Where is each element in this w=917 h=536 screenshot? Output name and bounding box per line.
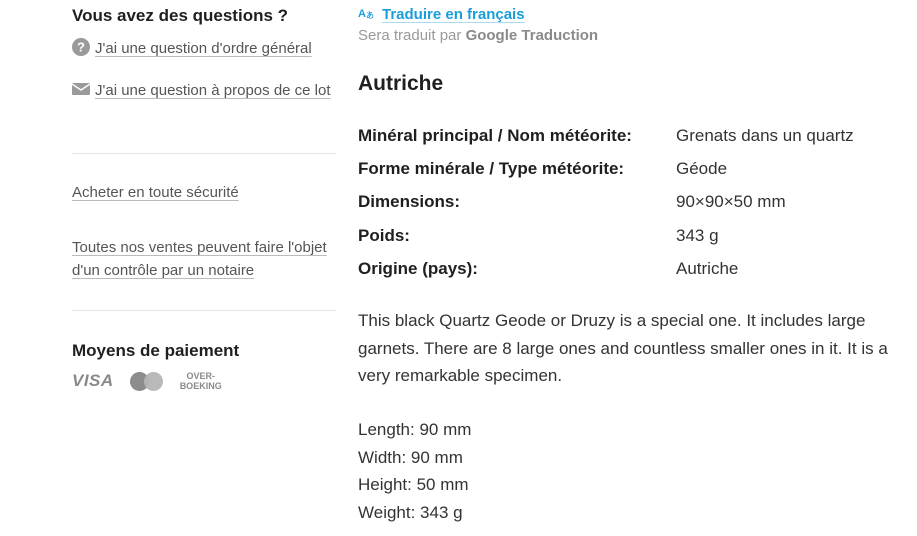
measurement-line: Width: 90 mm xyxy=(358,448,463,467)
spec-key: Dimensions: xyxy=(358,192,461,211)
google-translate-note xyxy=(358,27,598,44)
spec-row xyxy=(358,126,898,146)
lot-country-heading: Autriche xyxy=(358,72,444,95)
lot-description: This black Quartz Geode or Druzy is a special one. It includes large garnets. There are 8 large ones and countless smaller ones in it. It is a very remarkable specimen. xyxy=(358,311,888,385)
overboeking-logo xyxy=(180,371,222,391)
notary-link[interactable]: Toutes nos ventes peuvent faire l'objet d'un contrôle par un notaire xyxy=(72,239,327,279)
secure-purchase-link[interactable]: Acheter en toute sécurité xyxy=(72,184,239,201)
spec-key: Minéral principal / Nom météorite: xyxy=(358,126,632,145)
spec-key: Origine (pays): xyxy=(358,259,478,278)
spec-row xyxy=(358,192,898,212)
measurement-line: Weight: 343 g xyxy=(358,503,463,522)
general-question-link[interactable] xyxy=(72,37,312,60)
spec-value: 90×90×50 mm xyxy=(676,192,786,211)
translate-button[interactable] xyxy=(358,6,525,23)
visa-logo: VISA xyxy=(72,371,114,390)
payment-methods xyxy=(72,371,222,391)
spec-key: Forme minérale / Type météorite: xyxy=(358,159,625,178)
measurement-line: Height: 50 mm xyxy=(358,475,469,494)
svg-text:?: ? xyxy=(77,39,85,55)
mastercard-icon xyxy=(130,371,164,391)
overboeking-line-1: OVER- xyxy=(186,371,215,381)
spec-row xyxy=(358,259,898,279)
translate-by-brand: Google Traduction xyxy=(465,27,599,44)
divider xyxy=(72,310,336,311)
translate-icon xyxy=(358,6,376,23)
lot-question-link[interactable] xyxy=(72,79,334,102)
spec-row xyxy=(358,159,898,179)
spec-key: Poids: xyxy=(358,226,410,245)
spec-row xyxy=(358,226,898,246)
measurement-line: Length: 90 mm xyxy=(358,420,472,439)
questions-title: Vous avez des questions ? xyxy=(72,6,289,25)
payment-title: Moyens de paiement xyxy=(72,341,240,360)
question-circle-icon xyxy=(72,38,90,56)
envelope-icon xyxy=(72,80,90,98)
spec-value: Géode xyxy=(676,159,728,178)
overboeking-line-2: BOEKING xyxy=(179,381,222,391)
svg-text:あ: あ xyxy=(366,11,374,20)
translate-by-prefix: Sera traduit par xyxy=(358,27,462,44)
spec-value: Autriche xyxy=(676,259,739,278)
svg-text:A: A xyxy=(358,8,366,20)
spec-value: Grenats dans un quartz xyxy=(676,126,854,145)
spec-value: 343 g xyxy=(676,226,719,245)
general-question-label: J'ai une question d'ordre général xyxy=(95,40,312,57)
translate-label: Traduire en français xyxy=(382,6,525,23)
divider xyxy=(72,153,336,154)
lot-question-label: J'ai une question à propos de ce lot xyxy=(95,82,331,99)
